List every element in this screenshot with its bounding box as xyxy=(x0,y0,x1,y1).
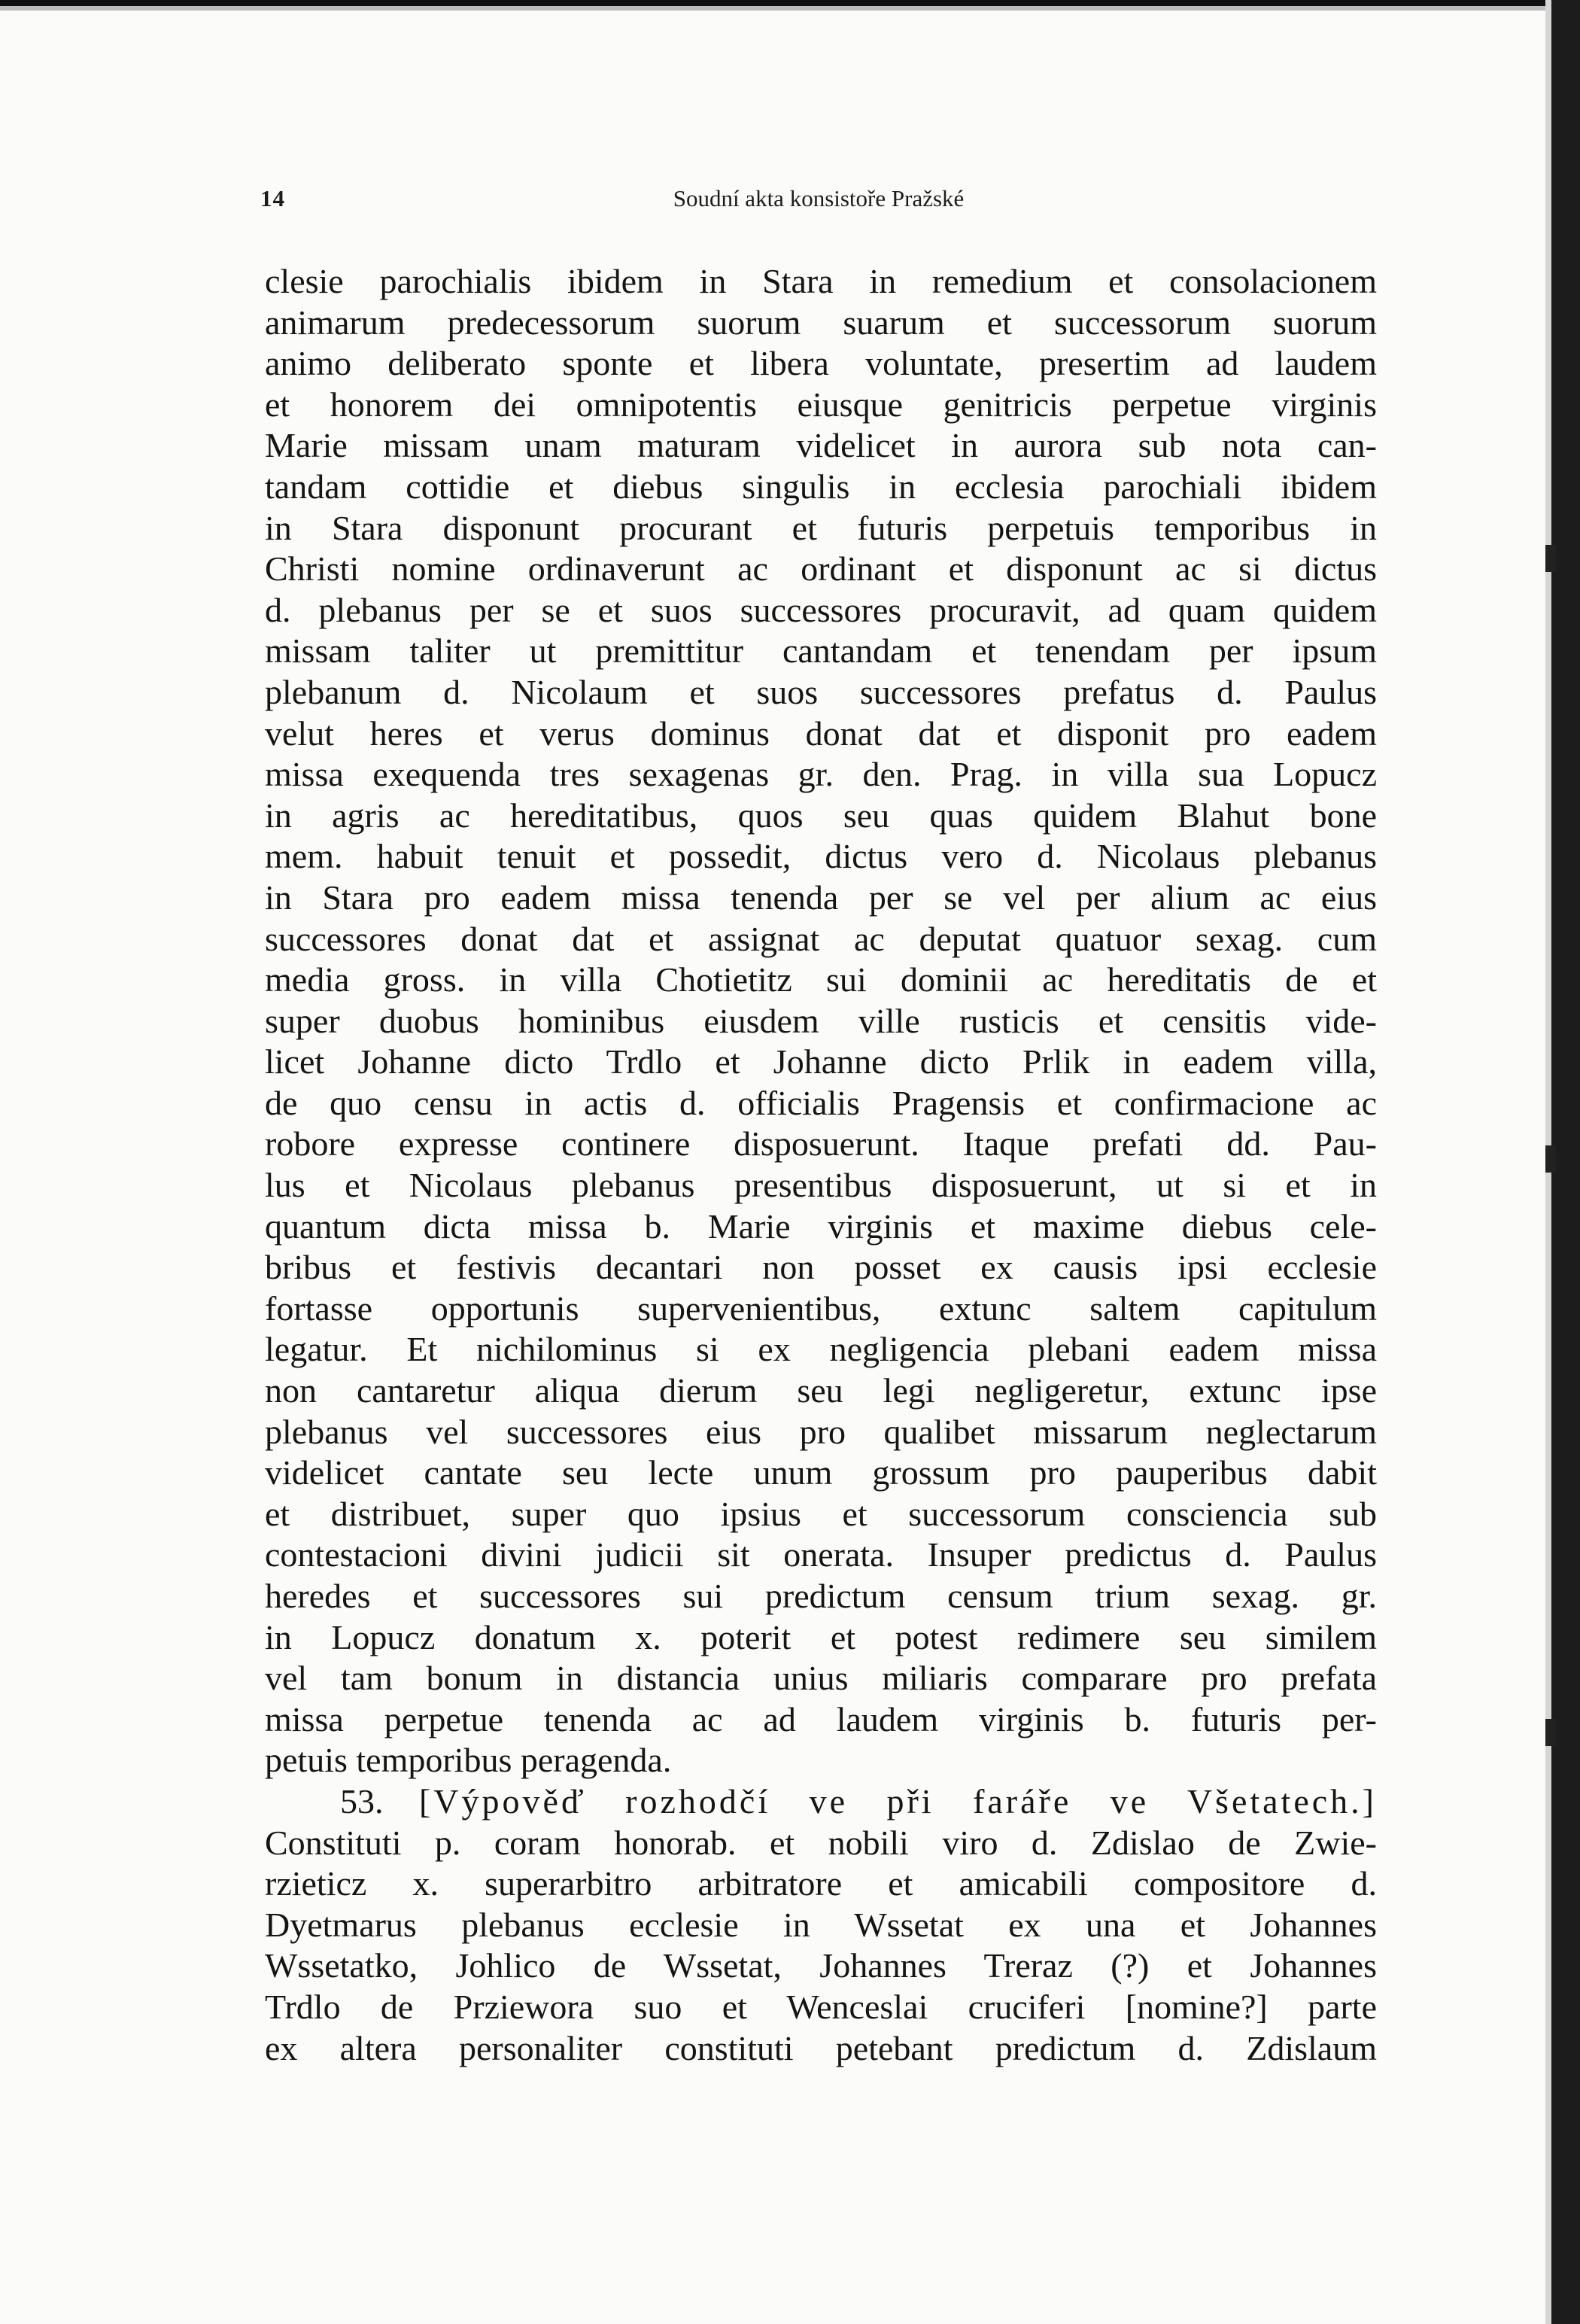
text-line: legatur. Et nichilominus si ex negligencia plebani eadem missa xyxy=(265,1330,1377,1369)
text-line: quantum dicta missa b. Marie virginis et maxime diebus cele- xyxy=(265,1206,1377,1246)
text-line: non cantaretur aliqua dierum seu legi negligeretur, extunc ipse xyxy=(265,1371,1377,1410)
text-line: de quo censu in actis d. officialis Pragensis et confirmacione ac xyxy=(265,1083,1377,1122)
entry-number: 53. xyxy=(340,1781,384,1821)
text-line: bribus et festivis decantari non posset ex causis ipsi ecclesie xyxy=(265,1248,1377,1287)
text-line: rzieticz x. superarbitro arbitratore et amicabili compositore d. xyxy=(265,1864,1377,1903)
border-mark xyxy=(1545,1145,1556,1173)
text-line: Trdlo de Prziewora suo et Wenceslai cruciferi [nomine?] parte xyxy=(265,1987,1377,2026)
text-line: d. plebanus per se et suos successores procuravit, ad quam quidem xyxy=(265,590,1377,629)
text-line: Marie missam unam maturam videlicet in aurora sub nota can- xyxy=(265,426,1377,465)
text-line: heredes et successores sui predictum censum trium sexag. gr. xyxy=(265,1577,1377,1615)
text-line: ex altera personaliter constituti petebant predictum d. Zdislaum xyxy=(265,2028,1377,2067)
text-line: Wssetatko, Johlico de Wssetat, Johannes Treraz (?) et Johannes xyxy=(265,1946,1377,1985)
border-mark xyxy=(1545,545,1556,572)
text-line: contestacioni divini judicii sit onerata. Insuper predictus d. Paulus xyxy=(265,1535,1377,1574)
text-line: animarum predecessorum suorum suarum et successorum suorum xyxy=(265,303,1377,342)
entry-heading: [Výpověď rozhodčí ve při faráře ve Všetatech.] xyxy=(418,1781,1377,1821)
text-line: fortasse opportunis supervenientibus, extunc saltem capitulum xyxy=(265,1288,1377,1328)
text-line: Dyetmarus plebanus ecclesie in Wssetat ex una et Johannes xyxy=(265,1905,1377,1944)
text-line: media gross. in villa Chotietitz sui dominii ac hereditatis de et xyxy=(265,960,1377,999)
text-line: plebanus vel successores eius pro qualibet missarum neglectarum xyxy=(265,1412,1377,1451)
text-line: lus et Nicolaus plebanus presentibus disposuerunt, ut si et in xyxy=(265,1166,1377,1205)
text-line: tandam cottidie et diebus singulis in ecclesia parochiali ibidem xyxy=(265,467,1377,506)
entry-53-heading-line xyxy=(265,1781,1377,1823)
text-line: velut heres et verus dominus donat dat et disponit pro eadem xyxy=(265,713,1377,753)
text-line: videlicet cantate seu lecte unum grossum pro pauperibus dabit xyxy=(265,1453,1377,1492)
text-line: successores donat dat et assignat ac deputat quatuor sexag. cum xyxy=(265,919,1377,958)
border-mark xyxy=(1545,1719,1556,1746)
text-line: missa perpetue tenenda ac ad laudem virginis b. futuris per- xyxy=(265,1699,1377,1738)
page-header xyxy=(260,185,1377,215)
text-line: animo deliberato sponte et libera voluntate, presertim ad laudem xyxy=(265,344,1377,383)
text-line: in Stara pro eadem missa tenenda per se vel per alium ac eius xyxy=(265,878,1377,917)
text-line: Constituti p. coram honorab. et nobili viro d. Zdislao de Zwie- xyxy=(265,1823,1377,1862)
text-line: in agris ac hereditatibus, quos seu quas quidem Blahut bone xyxy=(265,795,1377,835)
text-line: et honorem dei omnipotentis eiusque genitricis perpetue virginis xyxy=(265,385,1377,424)
text-line: missa exequenda tres sexagenas gr. den. Prag. in villa sua Lopucz xyxy=(265,755,1377,794)
text-line: super duobus hominibus eiusdem ville rusticis et censitis vide- xyxy=(265,1001,1377,1040)
text-line: plebanum d. Nicolaum et suos successores prefatus d. Paulus xyxy=(265,672,1377,711)
text-line: mem. habuit tenuit et possedit, dictus vero d. Nicolaus plebanus xyxy=(265,837,1377,876)
page-number: 14 xyxy=(260,185,285,211)
text-line: in Stara disponunt procurant et futuris perpetuis temporibus in xyxy=(265,508,1377,547)
scan-top-border xyxy=(0,0,1580,11)
text-line: Christi nomine ordinaverunt ac ordinant et disponunt ac si dictus xyxy=(265,549,1377,589)
text-line: vel tam bonum in distancia unius miliaris comparare pro prefata xyxy=(265,1659,1377,1698)
text-line: petuis temporibus peragenda. xyxy=(265,1741,672,1780)
entry-53 xyxy=(265,1781,1377,2069)
text-line: robore expresse continere disposuerunt. Itaque prefati dd. Pau- xyxy=(265,1124,1377,1164)
body-text xyxy=(265,261,1377,2069)
text-line: in Lopucz donatum x. poterit et potest redimere seu similem xyxy=(265,1617,1377,1656)
scan-right-border xyxy=(1545,0,1580,2324)
text-line: et distribuet, super quo ipsius et successorum consciencia sub xyxy=(265,1494,1377,1533)
paragraph-1 xyxy=(265,261,1377,1781)
text-line: missam taliter ut premittitur cantandam et tenendam per ipsum xyxy=(265,631,1377,671)
text-line: licet Johanne dicto Trdlo et Johanne dicto Prlik in eadem villa, xyxy=(265,1042,1377,1081)
running-title: Soudní akta konsistoře Pražské xyxy=(673,185,965,211)
text-line: clesie parochialis ibidem in Stara in remedium et consolacionem xyxy=(265,262,1377,300)
